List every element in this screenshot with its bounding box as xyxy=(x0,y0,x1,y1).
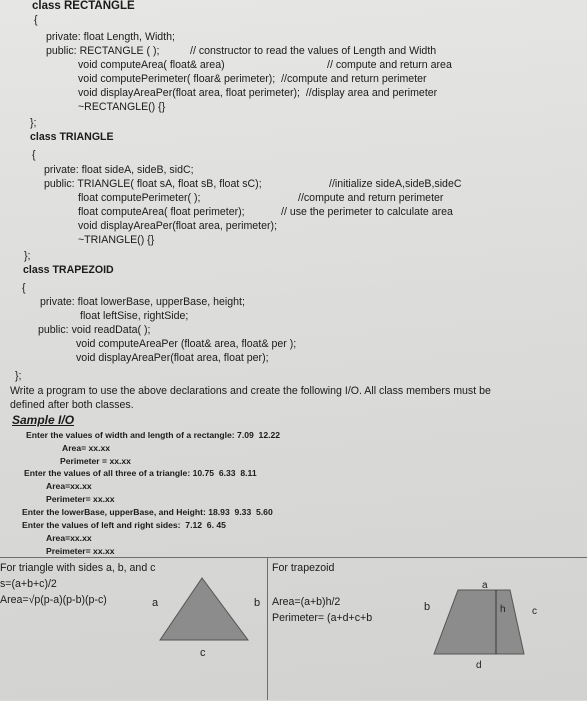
text-line-io-7: Enter the lowerBase, upperBase, and Height: 18.93 9.33 5.60 xyxy=(22,507,273,517)
text-line-tri-l2c: //initialize sideA,sideB,sideC xyxy=(329,178,462,190)
trapezoid-label-h: h xyxy=(500,604,506,615)
text-line-trap-open: { xyxy=(22,282,26,294)
text-line-tri-l4: float computeArea( float perimeter); xyxy=(78,206,245,218)
text-line-rect-l4: void computePerimeter( floar& perimeter); //compute and return perimeter xyxy=(78,73,427,85)
text-line-tri-l3: float computePerimeter( ); xyxy=(78,192,201,204)
text-line-tri-l2: public: TRIANGLE( float sA, float sB, float sC); xyxy=(44,178,262,190)
triangle-label-a: a xyxy=(152,597,159,609)
text-line-tri-l4c: // use the perimeter to calculate area xyxy=(281,206,453,218)
text-line-rect-close: }; xyxy=(30,117,37,129)
trapezoid-shape xyxy=(434,590,524,654)
text-line-io-5: Area=xx.xx xyxy=(46,481,92,491)
trapezoid-label-c: c xyxy=(532,606,537,617)
trapezoid-figure xyxy=(410,578,550,670)
text-line-note-trap-per: Perimeter= (a+d+c+b xyxy=(272,612,373,624)
text-line-rect-l2c: // constructor to read the values of Length and Width xyxy=(190,45,437,57)
text-line-trap-head: class TRAPEZOID xyxy=(23,264,114,276)
text-line-io-1: Enter the values of width and length of a rectangle: 7.09 12.22 xyxy=(26,430,281,440)
text-line-rect-l3c: // compute and return area xyxy=(327,59,452,71)
text-line-io-9: Area=xx.xx xyxy=(46,533,92,543)
text-line-io-3: Perimeter = xx.xx xyxy=(60,456,131,466)
text-line-trap-close: }; xyxy=(15,370,22,382)
text-line-task-1: Write a program to use the above declarations and create the following I/O. All class members must be xyxy=(10,385,491,397)
text-line-rect-l3: void computeArea( float& area) xyxy=(78,59,225,71)
text-line-tri-head: class TRIANGLE xyxy=(30,131,114,143)
text-line-rect-l1: private: float Length, Width; xyxy=(46,31,175,43)
text-line-io-4: Enter the values of all three of a triangle: 10.75 6.33 8.11 xyxy=(24,468,257,478)
triangle-label-b: b xyxy=(254,597,261,609)
text-line-tri-l1: private: float sideA, sideB, sidC; xyxy=(44,164,194,176)
text-line-tri-l3c: //compute and return perimeter xyxy=(298,192,444,204)
text-line-rect-l6: ~RECTANGLE() {} xyxy=(78,101,166,113)
text-line-trap-l5: void displayAreaPer(float area, float per); xyxy=(76,352,269,364)
text-line-tri-close: }; xyxy=(24,250,31,262)
triangle-label-c: c xyxy=(200,647,206,659)
text-line-trap-l1: private: float lowerBase, upperBase, height; xyxy=(40,296,245,308)
text-line-note-s: s=(a+b+c)/2 xyxy=(0,578,57,590)
trapezoid-label-b: b xyxy=(424,601,431,613)
triangle-figure xyxy=(150,570,270,660)
text-line-io-8: Enter the values of left and right sides: 7.12 6. 45 xyxy=(22,520,226,530)
text-line-io-6: Perimeter= xx.xx xyxy=(46,494,115,504)
text-line-note-trap-area: Area=(a+b)h/2 xyxy=(272,596,341,608)
text-line-trap-l3: public: void readData( ); xyxy=(38,324,151,336)
text-line-tri-l5: void displayAreaPer(float area, perimeter); xyxy=(78,220,278,232)
text-line-note-area: Area=√p(p-a)(p-b)(p-c) xyxy=(0,594,107,606)
text-line-rect-head: class RECTANGLE xyxy=(32,0,135,12)
text-line-sample-head: Sample I/O xyxy=(12,413,75,427)
text-line-note-tri: For triangle with sides a, b, and c xyxy=(0,562,156,574)
trapezoid-label-d: d xyxy=(476,660,482,670)
text-line-task-2: defined after both classes. xyxy=(10,399,134,411)
text-line-rect-l2: public: RECTANGLE ( ); xyxy=(46,45,160,57)
text-line-rect-l5: void displayAreaPer(float area, float perimeter); //display area and perimeter xyxy=(78,87,438,99)
trapezoid-label-a: a xyxy=(482,580,488,591)
text-line-note-trap: For trapezoid xyxy=(272,562,335,574)
triangle-shape xyxy=(160,578,248,640)
text-line-trap-l2: float leftSise, rightSide; xyxy=(80,310,189,322)
text-line-io-2: Area= xx.xx xyxy=(62,443,111,453)
text-line-rect-open: { xyxy=(34,14,38,26)
text-line-tri-l6: ~TRIANGLE() {} xyxy=(78,234,155,246)
text-line-io-10: Preimeter= xx.xx xyxy=(46,546,115,556)
text-line-trap-l4: void computeAreaPer (float& area, float& per ); xyxy=(76,338,297,350)
text-line-tri-open: { xyxy=(32,149,36,161)
